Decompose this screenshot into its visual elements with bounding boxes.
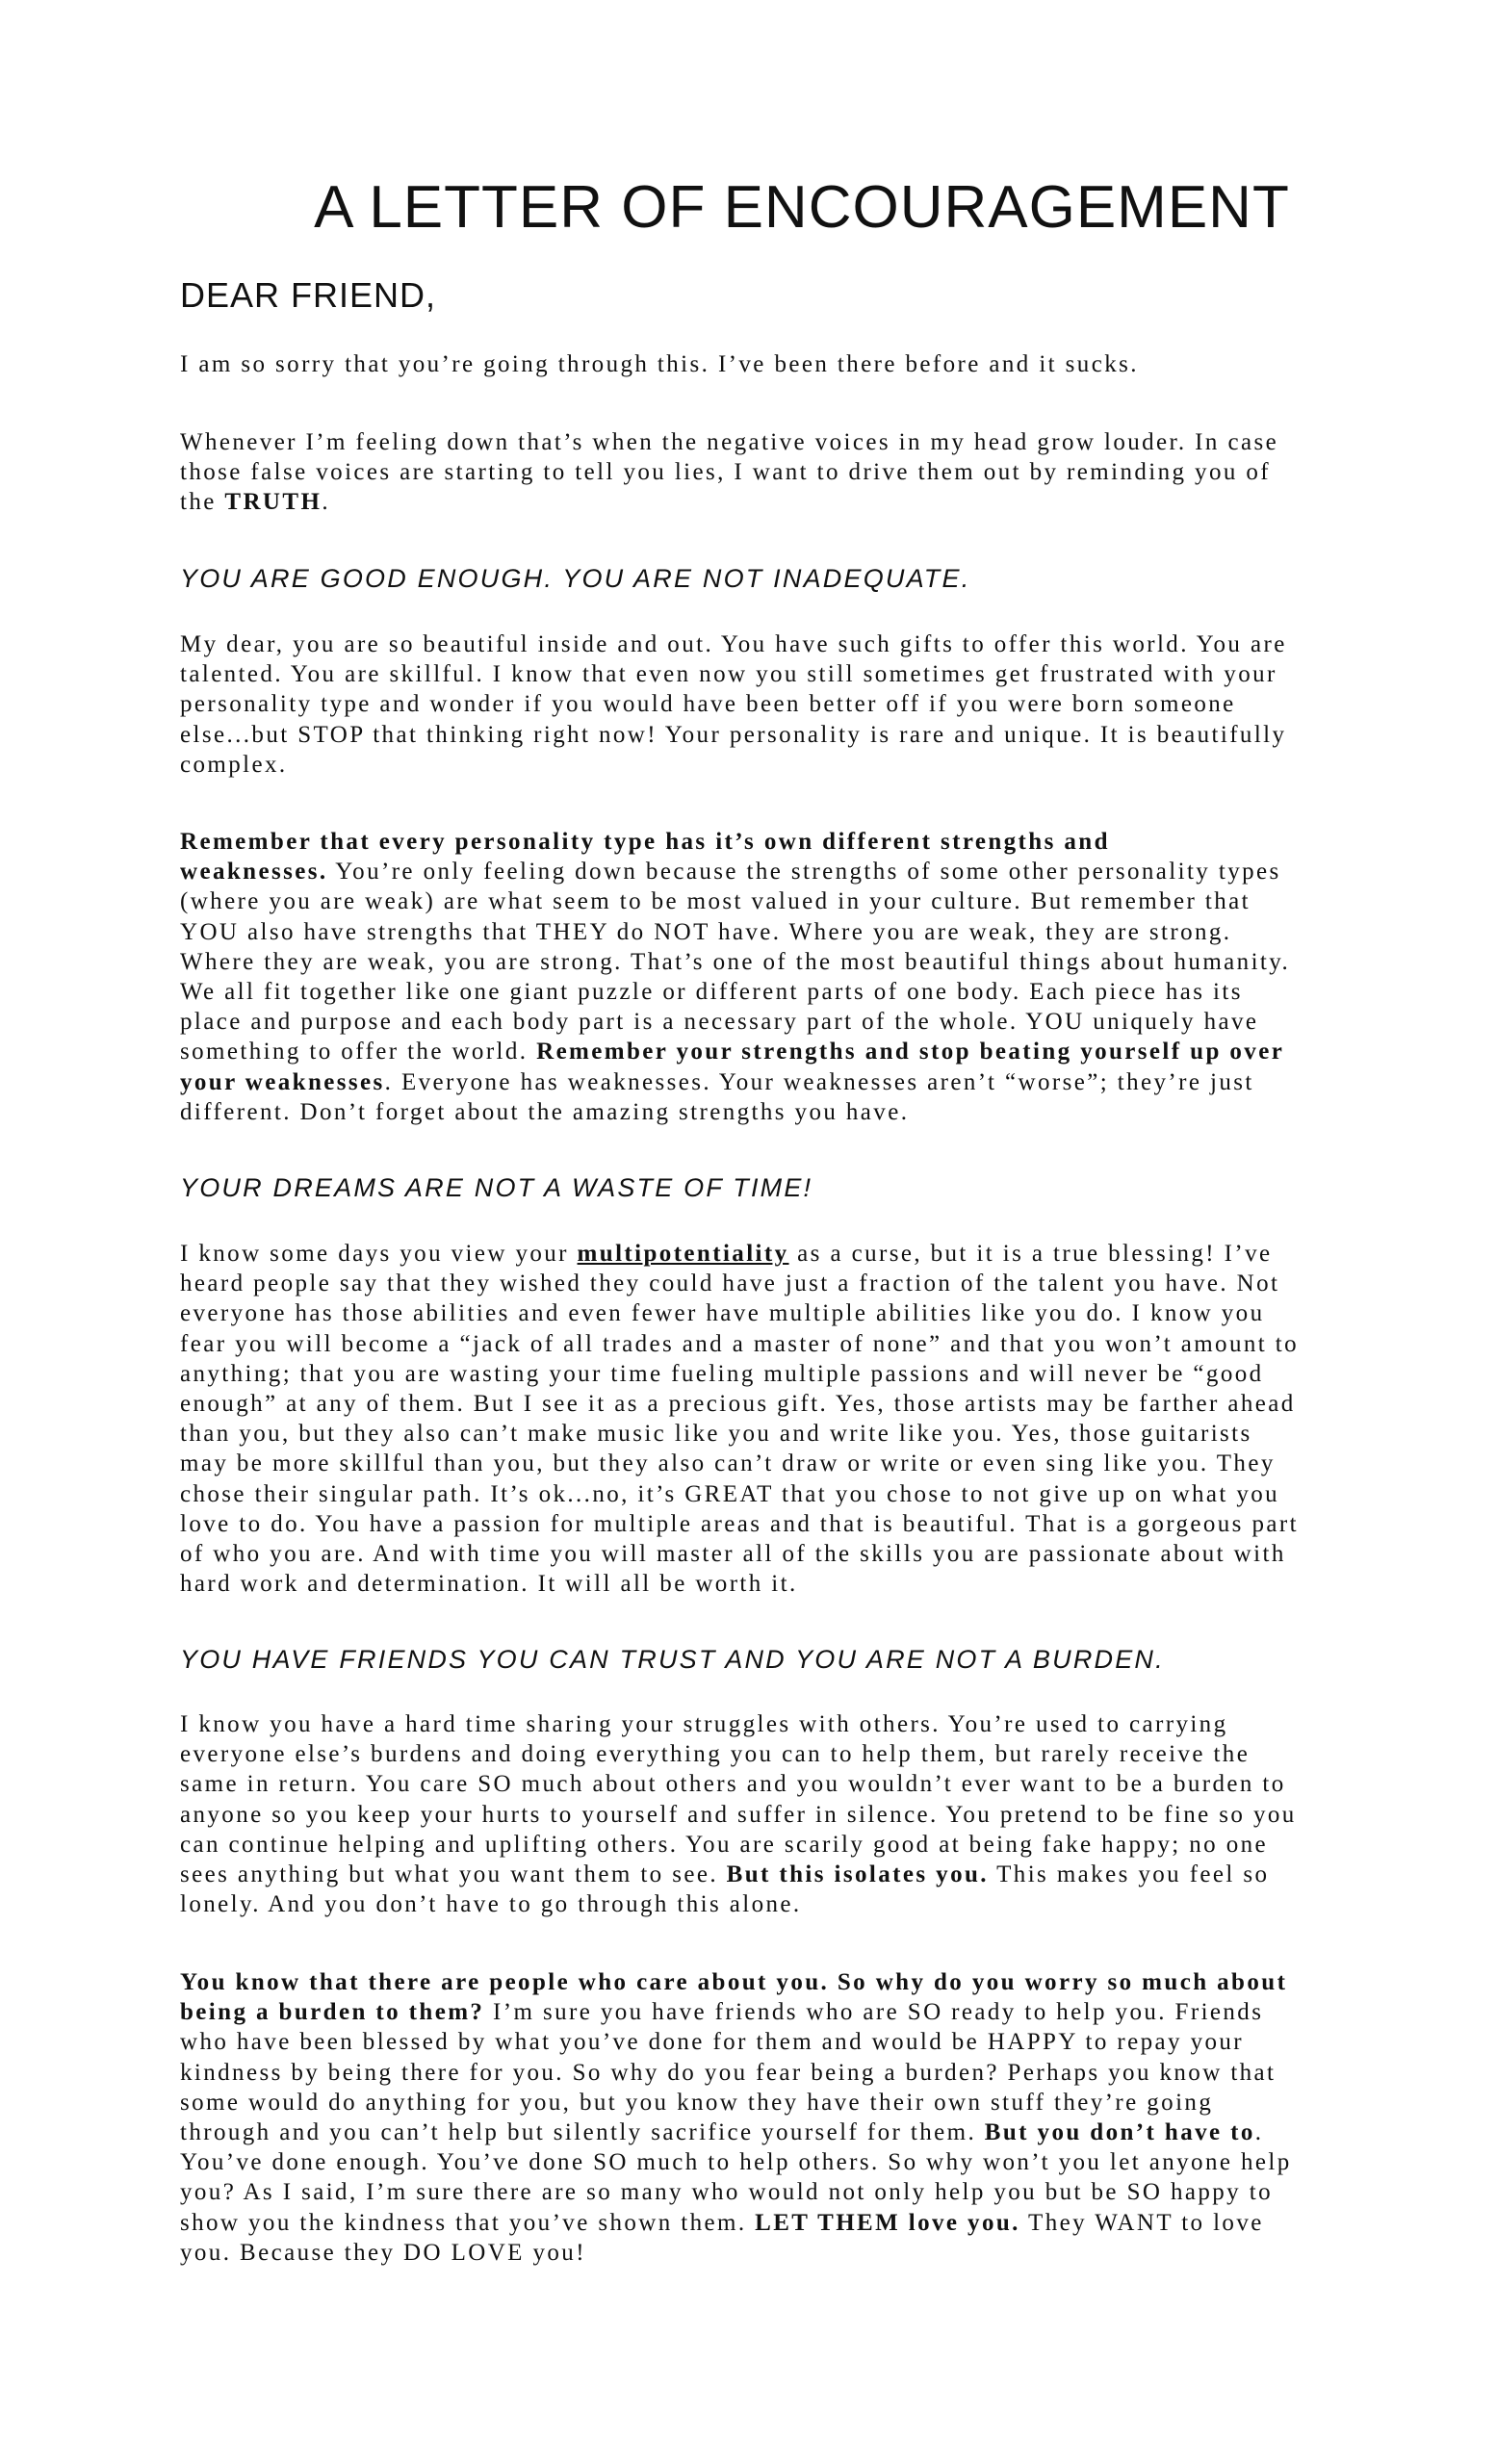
text: I know some days you view your [180, 1241, 578, 1267]
text-line [180, 750, 1287, 780]
text: My dear, you are so beautiful inside and out. You have such gifts to offer this world. You are [180, 631, 1287, 657]
text: You’re only feeling down because the strengths of some other personality types [327, 859, 1281, 886]
text: kindness by being there for you. So why do you fear being a burden? Perhaps you know that [180, 2059, 1277, 2086]
text: complex. [180, 751, 288, 778]
text: personality type and wonder if you would have been better off if you were born someone [180, 691, 1236, 718]
bold-text: weaknesses. [180, 859, 328, 886]
text-line [180, 1539, 1299, 1569]
text: Where they are weak, you are strong. That’s one of the most beautiful things about humanity. [180, 948, 1291, 975]
letter-title: A LETTER OF ENCOURAGEMENT [314, 174, 1290, 241]
multipotentiality-link[interactable]: multipotentiality [577, 1241, 789, 1267]
bold-text: But you don’t have to [984, 2118, 1255, 2145]
text: enough” at any of them. But I see it as a precious gift. Yes, those artists may be farther ahead [180, 1390, 1296, 1417]
bold-text: TRUTH [224, 489, 322, 516]
text: . [1254, 2118, 1264, 2145]
text-line [180, 917, 1290, 947]
text: the [180, 489, 225, 516]
text: We all fit together like one giant puzzle or different parts of one body. Each piece has its [180, 978, 1243, 1005]
text: some would do anything for you, but you know they have their own stuff they’re going [180, 2089, 1214, 2116]
text: love to do. You have a passion for multiple areas and that is beautiful. That is a gorgeous part [180, 1510, 1299, 1537]
paragraph-strengths [180, 827, 1290, 1127]
text-line [180, 2088, 1292, 2118]
text-line [180, 720, 1287, 750]
text: hard work and determination. It will all be worth it. [180, 1571, 798, 1598]
text-line [180, 1569, 1299, 1599]
text-line [180, 977, 1290, 1007]
text-line [180, 1007, 1290, 1037]
text: anything; that you are wasting your time fueling multiple passions and will never be “good [180, 1360, 1264, 1387]
text: place and purpose and each body part is a necessary part of the whole. YOU uniquely have [180, 1009, 1259, 1036]
bold-text: You know that there are people who care about you. So why do you worry so much about [180, 1969, 1288, 1995]
text-line [180, 1037, 1290, 1066]
text-line [180, 2027, 1292, 2057]
text: of who you are. And with time you will master all of the skills you are passionate about with [180, 1540, 1286, 1567]
text-line [180, 349, 1139, 379]
text-line [180, 2208, 1292, 2238]
text-line [180, 1800, 1297, 1830]
text-line [180, 2147, 1292, 2177]
text-line [180, 1419, 1299, 1449]
text: YOU also have strengths that THEY do NOT have. Where you are weak, they are strong. [180, 918, 1232, 945]
text-line [180, 1389, 1299, 1419]
paragraph-multipotentiality [180, 1239, 1299, 1599]
text: lonely. And you don’t have to go through this alone. [180, 1891, 802, 1918]
text: I’m sure you have friends who are SO ready to help you. Friends [484, 1999, 1264, 2026]
text: chose their singular path. It’s ok...no, it’s GREAT that you chose to not give up on what you [180, 1480, 1280, 1507]
paragraph-negative-voices [180, 427, 1278, 518]
text-line [180, 2177, 1292, 2207]
text-line [180, 427, 1278, 457]
text: you. Because they DO LOVE you! [180, 2239, 586, 2266]
text-line [180, 1067, 1290, 1097]
text-line [180, 1479, 1299, 1509]
text-line [180, 1769, 1297, 1799]
text-line [180, 827, 1290, 857]
text: different. Don’t forget about the amazing strengths you have. [180, 1098, 910, 1125]
text: as a curse, but it is a true blessing! I’ve [788, 1241, 1273, 1267]
text: may be more skillful than you, but they also can’t draw or write or even sing like you. They [180, 1450, 1276, 1477]
text-line [180, 1298, 1299, 1328]
text-line [180, 857, 1290, 886]
text-line [180, 1739, 1297, 1769]
text-line [180, 487, 1278, 517]
text: Whenever I’m feeling down that’s when the negative voices in my head grow louder. In case [180, 429, 1279, 455]
section-heading-good-enough: YOU ARE GOOD ENOUGH. YOU ARE NOT INADEQUATE. [180, 564, 971, 593]
text-line [180, 2118, 1292, 2147]
text: They WANT to love [1019, 2209, 1264, 2236]
text: something to offer the world. [180, 1039, 537, 1065]
text: everyone else’s burdens and doing everything you can to help them, but rarely receive the [180, 1741, 1251, 1768]
text-line [180, 1709, 1297, 1739]
paragraph-people-care [180, 1967, 1292, 2268]
text: (where you are weak) are what seem to be most valued in your culture. But remember that [180, 888, 1251, 915]
text: fear you will become a “jack of all trades and a master of none” and that you won’t amount to [180, 1330, 1299, 1357]
text: through and you can’t help but silently sacrifice yourself for them. [180, 2118, 985, 2145]
bold-text: LET THEM love you. [755, 2209, 1020, 2236]
text-line [180, 659, 1287, 689]
text: sees anything but what you want them to see. [180, 1861, 727, 1887]
bold-text: your weaknesses [180, 1068, 385, 1095]
text: I know you have a hard time sharing your struggles with others. You’re used to carrying [180, 1711, 1228, 1737]
bold-text: Remember that every personality type has it’s own different strengths and [180, 829, 1110, 855]
text-line [180, 2058, 1292, 2088]
text-line [180, 886, 1290, 916]
text: than you, but they also can’t make music like you and write like you. Yes, those guitarists [180, 1421, 1252, 1448]
text: This makes you feel so [988, 1861, 1270, 1887]
paragraph-intro [180, 349, 1139, 379]
text: I am so sorry that you’re going through this. I’ve been there before and it sucks. [180, 351, 1139, 377]
text-line [180, 1830, 1297, 1860]
text-line [180, 1967, 1292, 1997]
text: talented. You are skillful. I know that even now you still sometimes get frustrated with your [180, 661, 1277, 688]
text-line [180, 457, 1278, 487]
text: anyone so you keep your hurts to yourself and suffer in silence. You pretend to be fine so you [180, 1801, 1297, 1828]
text: can continue helping and uplifting others. You are scarily good at being fake happy; no one [180, 1831, 1268, 1858]
text-line [180, 689, 1287, 719]
section-heading-friends: YOU HAVE FRIENDS YOU CAN TRUST AND YOU ARE NOT A BURDEN. [180, 1645, 1165, 1674]
text-line [180, 947, 1290, 977]
paragraph-struggles [180, 1709, 1297, 1919]
text: heard people say that they wished they could have just a fraction of the talent you have. Not [180, 1270, 1280, 1297]
text-line [180, 1329, 1299, 1359]
text: else...but STOP that thinking right now! Your personality is rare and unique. It is beautifully [180, 721, 1287, 748]
text-line [180, 1509, 1299, 1539]
text-line [180, 1269, 1299, 1298]
text-line [180, 1889, 1297, 1919]
text: show you the kindness that you’ve shown them. [180, 2209, 756, 2236]
section-heading-dreams: YOUR DREAMS ARE NOT A WASTE OF TIME! [180, 1173, 813, 1202]
text: . Everyone has weaknesses. Your weaknesses aren’t “worse”; they’re just [384, 1068, 1254, 1095]
text-line [180, 1097, 1290, 1127]
text-line [180, 2238, 1292, 2268]
text-line [180, 1359, 1299, 1389]
text-line [180, 1997, 1292, 2027]
text: you? As I said, I’m sure there are so many who would not only help you but be SO happy to [180, 2179, 1273, 2206]
text-line [180, 1239, 1299, 1269]
bold-text: But this isolates you. [726, 1861, 989, 1887]
text: You’ve done enough. You’ve done SO much to help others. So why won’t you let anyone help [180, 2149, 1292, 2176]
text: . [322, 489, 330, 516]
text-line [180, 629, 1287, 659]
bold-text: being a burden to them? [180, 1999, 485, 2026]
paragraph-beautiful [180, 629, 1287, 780]
text-line [180, 1449, 1299, 1478]
text-line [180, 1860, 1297, 1889]
text: who have been blessed by what you’ve done for them and would be HAPPY to repay your [180, 2029, 1245, 2056]
bold-text: Remember your strengths and stop beating yourself up over [536, 1039, 1285, 1065]
text: those false voices are starting to tell you lies, I want to drive them out by reminding you of [180, 459, 1272, 486]
text: same in return. You care SO much about others and you wouldn’t ever want to be a burden to [180, 1771, 1286, 1798]
salutation: DEAR FRIEND, [180, 275, 437, 315]
text: everyone has those abilities and even fewer have multiple abilities like you do. I know you [180, 1300, 1265, 1327]
